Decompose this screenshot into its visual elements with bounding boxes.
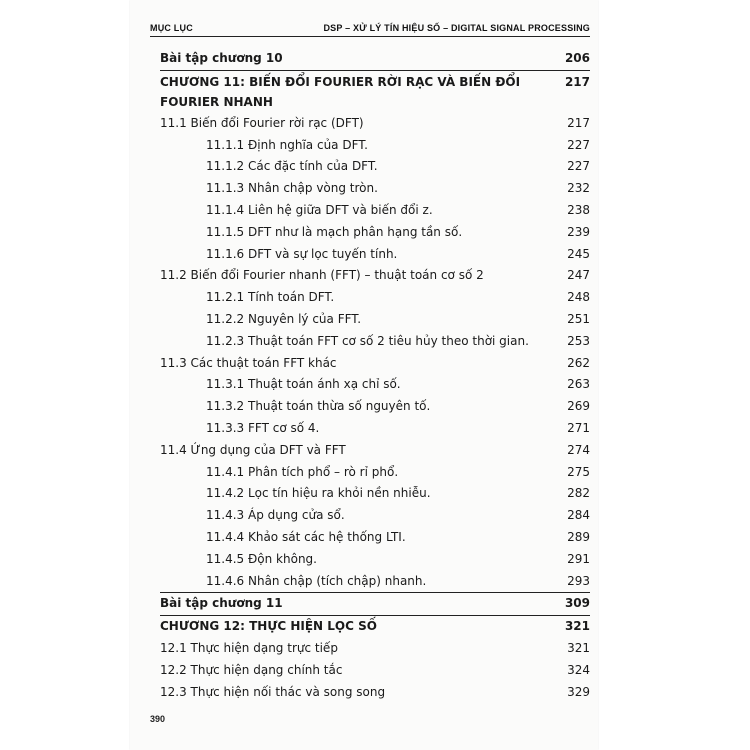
- toc-entry: [160, 48, 590, 70]
- toc-entry-title: 12.3 Thực hiện nối thác và song song: [160, 684, 386, 699]
- toc-entry: [160, 70, 590, 113]
- toc-entry: [160, 265, 590, 287]
- toc-entry-page: 227: [567, 159, 590, 174]
- toc-entry-page: 227: [567, 137, 590, 152]
- toc-entry-page: 217: [564, 74, 590, 89]
- toc-entry: [160, 244, 590, 266]
- toc-entry-title: 11.1.3 Nhân chập vòng tròn.: [206, 181, 378, 196]
- toc-entry: [160, 309, 590, 331]
- toc-entry-page: 245: [567, 246, 590, 261]
- toc-entry-title: 11.4.2 Lọc tín hiệu ra khỏi nền nhiễu.: [206, 486, 431, 501]
- toc-entry-page: 282: [567, 486, 590, 501]
- toc-entry-page: 253: [567, 333, 590, 348]
- toc-entry-page: 284: [567, 508, 590, 523]
- page-number: 390: [150, 714, 166, 724]
- toc-entry-title: 11.4.3 Áp dụng cửa sổ.: [206, 508, 345, 523]
- toc-entry: [160, 331, 590, 353]
- toc-entry: [160, 200, 590, 222]
- toc-entry-title: 11.3 Các thuật toán FFT khác: [160, 355, 337, 370]
- toc-entry-page: 262: [567, 355, 590, 370]
- toc-entry-title: 11.4 Ứng dụng của DFT và FFT: [160, 442, 346, 457]
- toc-entry: [160, 222, 590, 244]
- toc-entry: [160, 638, 590, 660]
- toc-entry-title: 11.2 Biến đổi Fourier nhanh (FFT) – thuật toán cơ số 2: [160, 268, 484, 283]
- toc-entry: [160, 178, 590, 200]
- toc-entry-page: 309: [564, 596, 590, 611]
- toc-entry-page: 321: [564, 619, 590, 634]
- toc-entry-title: 11.2.2 Nguyên lý của FFT.: [206, 311, 362, 326]
- toc-entry-page: 275: [567, 464, 590, 479]
- toc-entry-title: CHƯƠNG 11: BIẾN ĐỔI FOURIER RỜI RẠC VÀ BIẾN ĐỔI FOURIER NHANH: [160, 74, 521, 109]
- toc-entry-title: 11.2.1 Tính toán DFT.: [206, 290, 335, 305]
- header-right: DSP – XỬ LÝ TÍN HIỆU SỐ – DIGITAL SIGNAL PROCESSING: [323, 23, 590, 33]
- toc-entry-title: 11.2.3 Thuật toán FFT cơ số 2 tiêu hủy theo thời gian.: [206, 333, 529, 348]
- toc-entry: [160, 374, 590, 396]
- running-header: [150, 20, 590, 37]
- toc-entry: [160, 396, 590, 418]
- toc-entry: [160, 660, 590, 682]
- toc-entry-title: 11.4.1 Phân tích phổ – rò rỉ phổ.: [206, 464, 399, 479]
- toc-entry-page: 239: [567, 224, 590, 239]
- toc-entry: [160, 462, 590, 484]
- toc-entry: [160, 549, 590, 571]
- toc-entry: [160, 156, 590, 178]
- toc-entry-page: 293: [567, 573, 590, 588]
- toc-entry-title: Bài tập chương 10: [160, 51, 283, 65]
- toc-entry-page: 324: [567, 662, 590, 677]
- toc-entry-title: 12.2 Thực hiện dạng chính tắc: [160, 662, 343, 677]
- toc-entry-title: 11.1.5 DFT như là mạch phân hạng tần số.: [206, 224, 463, 239]
- toc-entry-title: 12.1 Thực hiện dạng trực tiếp: [160, 640, 338, 655]
- toc-entry-page: 291: [567, 551, 590, 566]
- toc-entry: [160, 592, 590, 615]
- toc-entry-title: 11.1 Biến đổi Fourier rời rạc (DFT): [160, 115, 364, 130]
- toc-entry: [160, 483, 590, 505]
- toc-entry-title: 11.4.4 Khảo sát các hệ thống LTI.: [206, 529, 406, 544]
- toc-entry-page: 217: [567, 115, 590, 130]
- book-page: [130, 0, 598, 750]
- toc-entry-page: 248: [567, 290, 590, 305]
- toc-entry-title: 11.3.2 Thuật toán thừa số nguyên tố.: [206, 399, 431, 414]
- toc-entry: [160, 418, 590, 440]
- toc-entry-page: 274: [567, 442, 590, 457]
- toc-entry: [160, 682, 590, 704]
- toc-entry-title: Bài tập chương 11: [160, 596, 283, 611]
- toc-entry-page: 269: [567, 399, 590, 414]
- toc-entry-page: 206: [564, 51, 590, 65]
- table-of-contents: [160, 48, 590, 703]
- toc-entry-title: 11.1.6 DFT và sự lọc tuyến tính.: [206, 246, 398, 261]
- toc-entry: [160, 527, 590, 549]
- toc-entry: [160, 113, 590, 135]
- toc-entry: [160, 353, 590, 375]
- toc-entry-page: 329: [567, 684, 590, 699]
- toc-entry: [160, 571, 590, 593]
- toc-entry: [160, 287, 590, 309]
- toc-entry-page: 238: [567, 202, 590, 217]
- toc-entry-page: 271: [567, 420, 590, 435]
- toc-entry: [160, 615, 590, 638]
- toc-entry-page: 247: [567, 268, 590, 283]
- toc-entry-page: 232: [567, 181, 590, 196]
- toc-entry-title: 11.1.2 Các đặc tính của DFT.: [206, 159, 378, 174]
- toc-entry-page: 289: [567, 529, 590, 544]
- toc-entry-page: 251: [567, 311, 590, 326]
- toc-entry-title: 11.3.1 Thuật toán ánh xạ chỉ số.: [206, 377, 401, 392]
- toc-entry-page: 321: [567, 640, 590, 655]
- toc-entry-title: 11.4.6 Nhân chập (tích chập) nhanh.: [206, 573, 427, 588]
- toc-entry-title: CHƯƠNG 12: THỰC HIỆN LỌC SỐ: [160, 619, 377, 634]
- header-left: MỤC LỤC: [150, 23, 193, 33]
- toc-entry-title: 11.4.5 Độn không.: [206, 551, 317, 566]
- toc-entry: [160, 135, 590, 157]
- toc-entry: [160, 505, 590, 527]
- toc-entry-title: 11.1.4 Liên hệ giữa DFT và biến đổi z.: [206, 202, 433, 217]
- toc-entry-title: 11.1.1 Định nghĩa của DFT.: [206, 137, 368, 152]
- toc-entry: [160, 440, 590, 462]
- toc-entry-title: 11.3.3 FFT cơ số 4.: [206, 420, 320, 435]
- toc-entry-page: 263: [567, 377, 590, 392]
